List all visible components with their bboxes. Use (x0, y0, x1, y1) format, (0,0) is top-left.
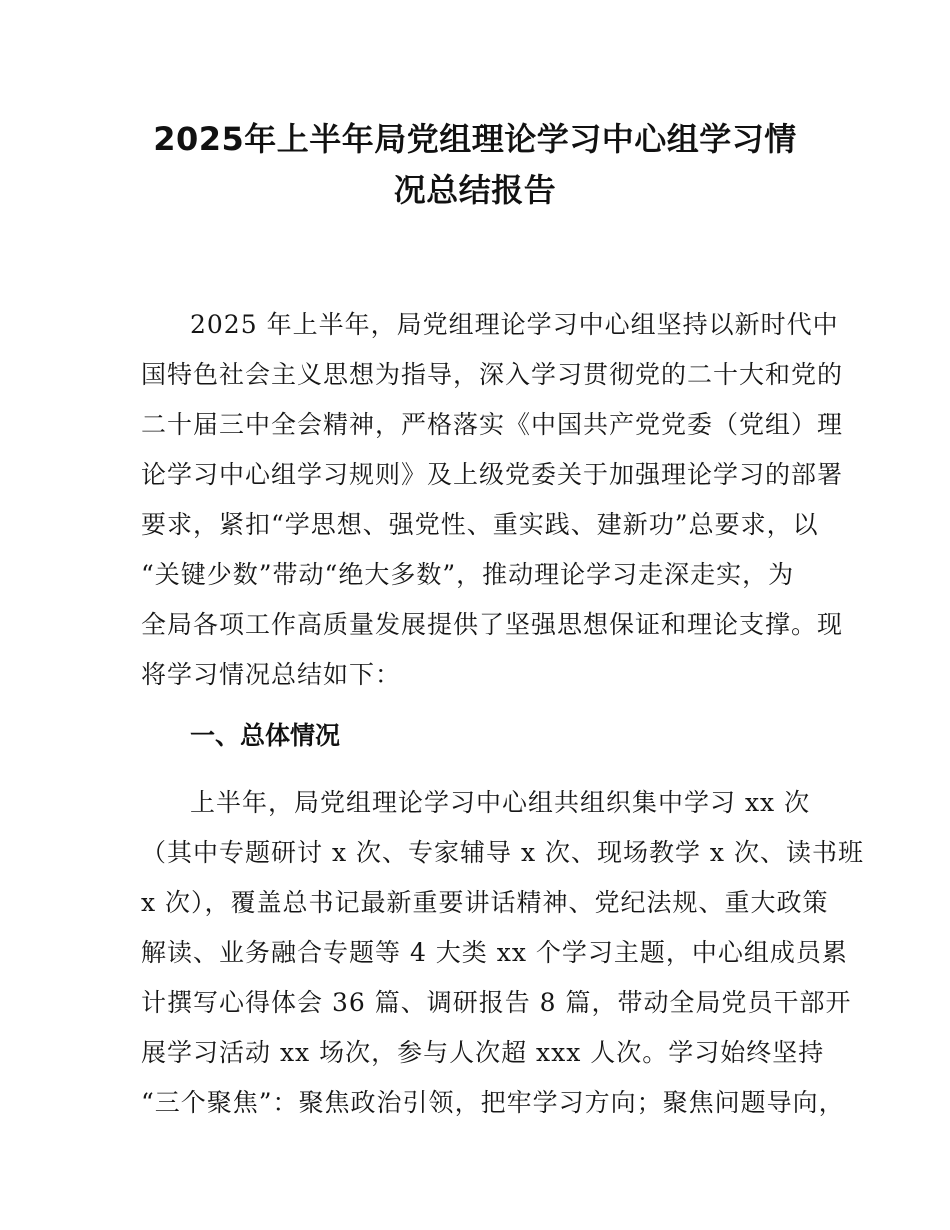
intro-paragraph-line: 全局各项工作高质量发展提供了坚强思想保证和理论支撑。现 (141, 610, 844, 639)
intro-paragraph-line: “关键少数”带动“绝大多数”，推动理论学习走深走实，为 (141, 560, 795, 589)
section-paragraph-line: 计撰写心得体会 36 篇、调研报告 8 篇，带动全局党员干部开 (141, 988, 852, 1017)
intro-paragraph-line: 2025 年上半年，局党组理论学习中心组坚持以新时代中 (190, 310, 839, 339)
section-paragraph-line: 上半年，局党组理论学习中心组共组织集中学习 xx 次 (190, 788, 811, 817)
document-title-line-2: 况总结报告 (393, 171, 557, 209)
intro-paragraph-line: 要求，紧扣“学思想、强党性、重实践、建新功”总要求，以 (141, 510, 819, 539)
section-paragraph-line: 解读、业务融合专题等 4 大类 xx 个学习主题，中心组成员累 (141, 938, 848, 967)
intro-paragraph-line: 将学习情况总结如下： (141, 660, 402, 689)
intro-paragraph-line: 国特色社会主义思想为指导，深入学习贯彻党的二十大和党的 (141, 360, 844, 389)
section-heading: 一、总体情况 (190, 721, 341, 750)
intro-paragraph-line: 二十届三中全会精神，严格落实《中国共产党党委（党组）理 (141, 410, 844, 439)
section-paragraph-line: x 次），覆盖总书记最新重要讲话精神、党纪法规、重大政策 (141, 888, 829, 917)
section-paragraph-line: 展学习活动 xx 场次，参与人次超 xxx 人次。学习始终坚持 (141, 1038, 825, 1067)
intro-paragraph-line: 论学习中心组学习规则》及上级党委关于加强理论学习的部署 (141, 460, 844, 489)
section-paragraph-line: （其中专题研讨 x 次、专家辅导 x 次、现场教学 x 次、读书班 (141, 838, 864, 867)
section-paragraph-line: “三个聚焦”：聚焦政治引领，把牢学习方向；聚焦问题导向， (141, 1088, 845, 1117)
document-title-line-1: 2025年上半年局党组理论学习中心组学习情 (153, 120, 797, 158)
